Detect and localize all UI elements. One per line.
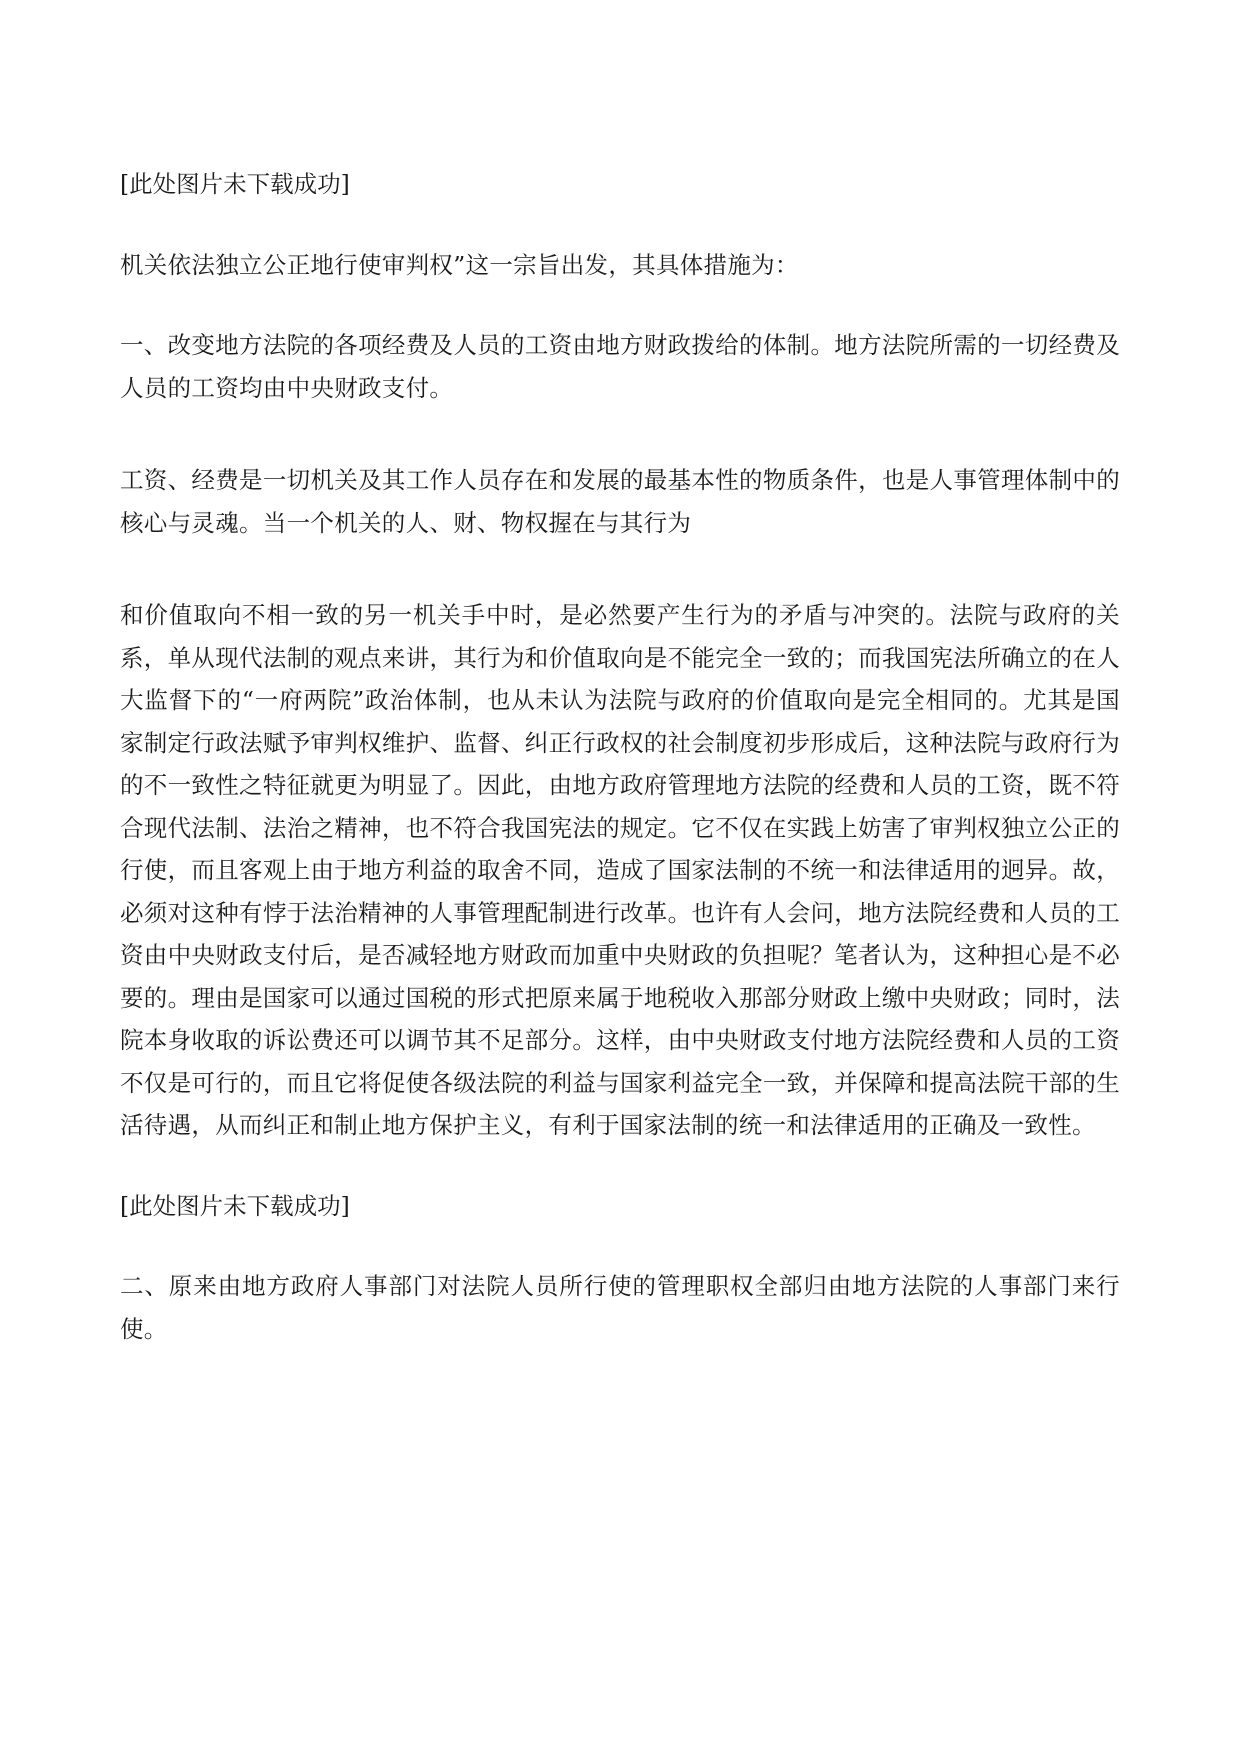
point-2-paragraph: 二、原来由地方政府人事部门对法院人员所行使的管理职权全部归由地方法院的人事部门来行使。: [120, 1272, 1120, 1343]
body-paragraph: 和价值取向不相一致的另一机关手中时，是必然要产生行为的矛盾与冲突的。法院与政府的关系，单从现代法制的观点来讲，其行为和价值取向是不能完全一致的；而我国宪法所确立的在人大监督下的“一府两院”政治体制，也从未认为法院与政府的价值取向是完全相同的。尤其是国家制定行政法赋予审判权维护、监督、纠正行政权的社会制度初步形成后，这种法院与政府行为的不一致性之特征就更为明显了。因此，由地方政府管理地方法院的经费和人员的工资，既不符合现代法制、法治之精神，也不符合我国宪法的规定。它不仅在实践上妨害了审判权独立公正的行使，而且客观上由于地方利益的取舍不同，造成了国家法制的不统一和法律适用的迥异。故，必须对这种有悖于法治精神的人事管理配制进行改革。也许有人会问，地方法院经费和人员的工资由中央财政支付后，是否减轻地方财政而加重中央财政的负担呢？笔者认为，这种担心是不必要的。理由是国家可以通过国税的形式把原来属于地税收入那部分财政上缴中央财政；同时，法院本身收取的诉讼费还可以调节其不足部分。这样，由中央财政支付地方法院经费和人员的工资不仅是可行的，而且它将促使各级法院的利益与国家利益完全一致，并保障和提高法院干部的生活待遇，从而纠正和制止地方保护主义，有利于国家法制的统一和法律适用的正确及一致性。: [120, 601, 1120, 1139]
image-placeholder: [此处图片未下载成功]: [120, 170, 350, 198]
image-placeholder: [此处图片未下载成功]: [120, 1191, 350, 1220]
point-1-paragraph: 一、改变地方法院的各项经费及人员的工资由地方财政拨给的体制。地方法院所需的一切经费及人员的工资均由中央财政支付。: [120, 331, 1120, 402]
salary-paragraph: 工资、经费是一切机关及其工作人员存在和发展的最基本性的物质条件，也是人事管理体制中的核心与灵魂。当一个机关的人、财、物权握在与其行为: [120, 466, 1120, 537]
document-page: [120, 163, 1120, 1350]
intro-paragraph: 机关依法独立公正地行使审判权”这一宗旨出发，其具体措施为：: [120, 250, 799, 279]
